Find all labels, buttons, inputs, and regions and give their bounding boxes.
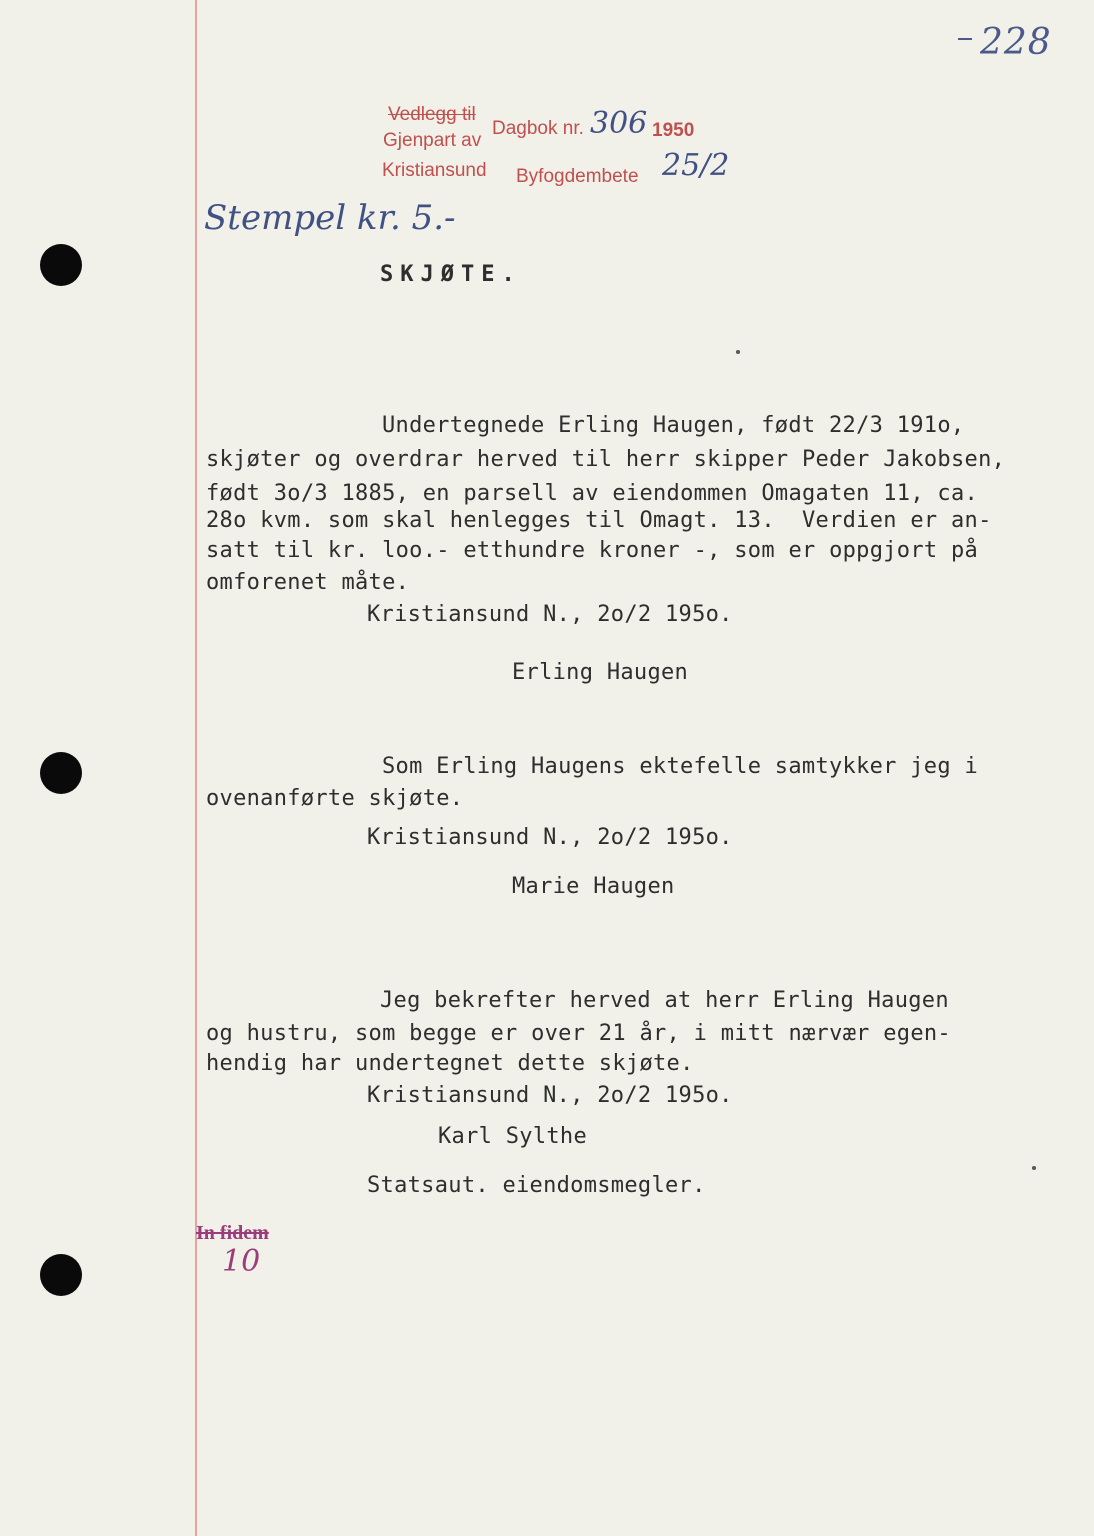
stamp-line-gjenpart: Gjenpart av	[383, 130, 482, 151]
stamp-year: 1950	[652, 120, 695, 141]
ink-speck	[1032, 1166, 1036, 1170]
body-line: født 3o/3 1885, en parsell av eiendommen Omagaten 11, ca.	[206, 481, 979, 506]
stamp-dagbok-label: Dagbok nr.	[492, 118, 584, 139]
body-line: satt til kr. loo.- etthundre kroner -, som er oppgjort på	[206, 538, 979, 563]
stamp-office: Byfogdembete	[516, 166, 639, 187]
place-date: Kristiansund N., 2o/2 195o.	[367, 825, 733, 850]
stamp-struck-line: Vedlegg til	[388, 104, 476, 125]
body-line: omforenet måte.	[206, 570, 410, 595]
punch-hole-top	[40, 244, 82, 286]
ink-speck	[736, 350, 740, 354]
signer-title: Statsaut. eiendomsmegler.	[367, 1173, 706, 1198]
stamp-place: Kristiansund	[382, 160, 487, 181]
place-date: Kristiansund N., 2o/2 195o.	[367, 1083, 733, 1108]
body-line: hendig har undertegnet dette skjøte.	[206, 1051, 694, 1076]
red-margin-line	[195, 0, 197, 1536]
handwritten-stamp-fee: Stempel kr. 5.-	[204, 198, 456, 238]
in-fidem-number: 10	[222, 1244, 261, 1279]
body-line: 28o kvm. som skal henlegges til Omagt. 13. Verdien er an-	[206, 508, 992, 533]
stamp-dagbok-number: 306	[590, 106, 648, 141]
signature-name: Erling Haugen	[512, 660, 689, 685]
body-line: Undertegnede Erling Haugen, født 22/3 191o,	[382, 413, 965, 438]
document-title: SKJØTE.	[380, 262, 522, 287]
signature-name: Karl Sylthe	[438, 1124, 587, 1149]
stamp-date: 25/2	[662, 148, 730, 183]
in-fidem-stamp	[196, 1222, 269, 1245]
page-number: 228	[980, 22, 1052, 63]
in-fidem-text: In fidem	[196, 1222, 269, 1244]
body-line: skjøter og overdrar herved til herr skipper Peder Jakobsen,	[206, 447, 1006, 472]
signature-name: Marie Haugen	[512, 874, 675, 899]
body-line: Som Erling Haugens ektefelle samtykker jeg i	[382, 754, 978, 779]
body-line: Jeg bekrefter herved at herr Erling Haugen	[380, 988, 949, 1013]
punch-hole-bottom	[40, 1254, 82, 1296]
place-date: Kristiansund N., 2o/2 195o.	[367, 602, 733, 627]
body-line: ovenanførte skjøte.	[206, 786, 464, 811]
punch-hole-middle	[40, 752, 82, 794]
body-line: og hustru, som begge er over 21 år, i mitt nærvær egen-	[206, 1021, 951, 1046]
